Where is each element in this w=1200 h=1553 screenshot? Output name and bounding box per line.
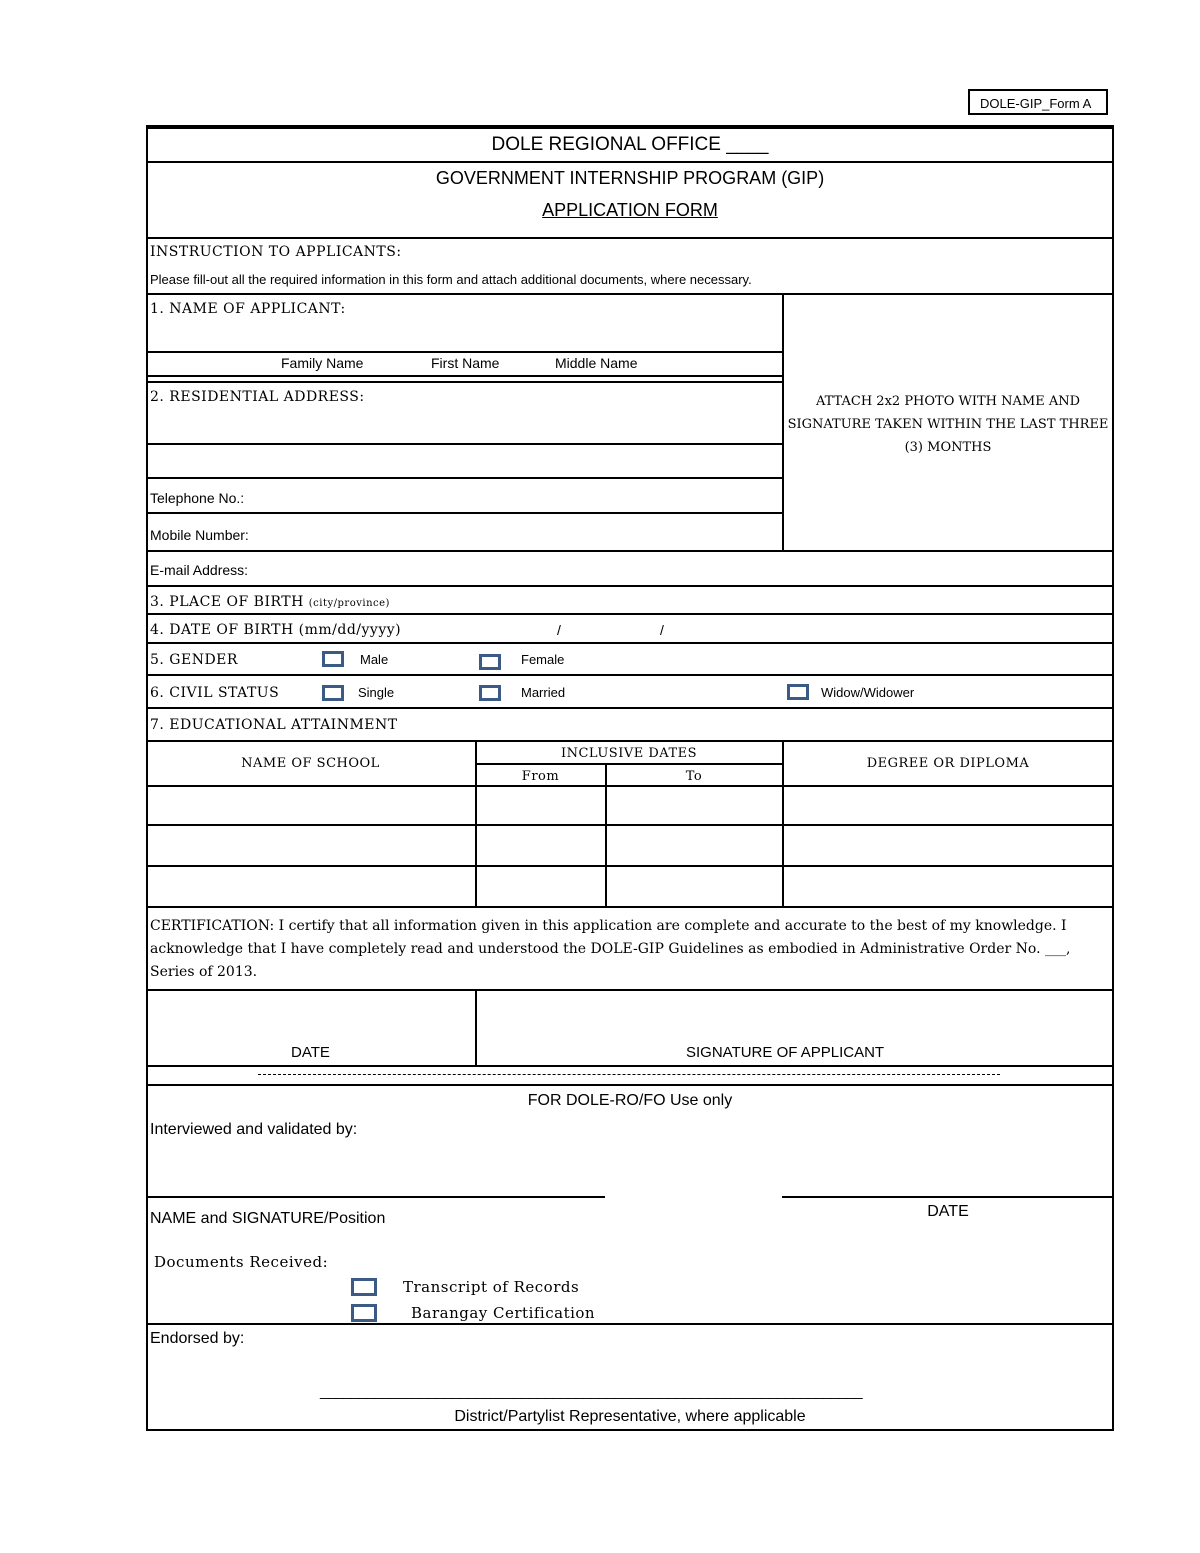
office-title: DOLE REGIONAL OFFICE ____ xyxy=(491,134,769,155)
rule xyxy=(146,1084,1114,1086)
email-label: E-mail Address: xyxy=(150,562,249,578)
to-column-header: To xyxy=(685,769,703,784)
date-caption: DATE xyxy=(291,1044,330,1061)
office-use-heading: FOR DOLE-RO/FO Use only xyxy=(527,1092,733,1109)
date-line xyxy=(782,1196,1114,1198)
photo-instruction-3: (3) MONTHS xyxy=(904,440,992,455)
telephone-label: Telephone No.: xyxy=(150,490,245,506)
school-column-header: NAME OF SCHOOL xyxy=(241,756,380,771)
rule xyxy=(146,550,1114,552)
degree-column-header: DEGREE OR DIPLOMA xyxy=(866,756,1030,771)
certification-line-2: acknowledge that I have completely read and understood the DOLE-GIP Guidelines as embodied in Administrative Order No. ___, xyxy=(150,941,1071,957)
birth-place-label-text: 3. PLACE OF BIRTH xyxy=(150,594,304,610)
family-name-caption: Family Name xyxy=(281,355,364,371)
signature-divider xyxy=(475,990,477,1066)
transcript-label: Transcript of Records xyxy=(403,1278,580,1296)
gender-label: 5. GENDER xyxy=(150,652,238,668)
rule xyxy=(146,613,1114,615)
middle-name-caption: Middle Name xyxy=(555,355,638,371)
table-row xyxy=(146,785,1114,787)
instructions-text: Please fill-out all the required information in this form and attach additional documents, where necessary. xyxy=(150,272,752,287)
barangay-checkbox[interactable] xyxy=(351,1304,377,1322)
transcript-checkbox[interactable] xyxy=(351,1278,377,1296)
address-line-2 xyxy=(146,477,783,479)
signature-caption: SIGNATURE OF APPLICANT xyxy=(686,1044,885,1061)
rule xyxy=(146,1323,1114,1325)
rule xyxy=(146,585,1114,587)
married-option-label: Married xyxy=(521,685,566,700)
date-separator-2: / xyxy=(660,622,664,638)
table-row xyxy=(146,865,1114,867)
single-option-label: Single xyxy=(358,685,395,700)
rule xyxy=(146,642,1114,644)
instructions-heading: INSTRUCTION TO APPLICANTS: xyxy=(150,244,402,260)
education-label: 7. EDUCATIONAL ATTAINMENT xyxy=(150,717,398,733)
cut-line xyxy=(258,1074,1000,1075)
rule xyxy=(146,237,1114,239)
table-row xyxy=(146,824,1114,826)
male-checkbox[interactable] xyxy=(322,651,344,667)
representative-signature-line: ______________________________________________________________________ xyxy=(320,1383,862,1400)
civil-status-label: 6. CIVIL STATUS xyxy=(150,685,280,701)
rule xyxy=(146,161,1114,163)
documents-received-label: Documents Received: xyxy=(154,1253,329,1271)
name-line xyxy=(146,351,783,353)
form-code: DOLE-GIP_Form A xyxy=(980,96,1092,111)
single-checkbox[interactable] xyxy=(322,685,344,701)
rule xyxy=(146,989,1114,991)
first-name-caption: First Name xyxy=(431,355,500,371)
rule xyxy=(146,381,783,383)
photo-instruction-2: SIGNATURE TAKEN WITHIN THE LAST THREE xyxy=(787,417,1109,432)
rule xyxy=(146,740,1114,742)
rule xyxy=(146,707,1114,709)
address-line-1 xyxy=(146,443,783,445)
office-date-caption: DATE xyxy=(927,1203,969,1220)
from-column-header: From xyxy=(521,769,560,784)
dates-column-header: INCLUSIVE DATES xyxy=(560,746,698,761)
program-title: GOVERNMENT INTERNSHIP PROGRAM (GIP) xyxy=(435,168,825,188)
rule xyxy=(146,1065,1114,1067)
certification-line-3: Series of 2013. xyxy=(150,964,258,980)
photo-instruction-1: ATTACH 2x2 PHOTO WITH NAME AND xyxy=(815,394,1081,409)
widow-option-label: Widow/Widower xyxy=(821,685,915,700)
certification-line-1: CERTIFICATION: I certify that all information given in this application are complete and accurate to the best of my knowledge. I xyxy=(150,918,1067,934)
name-label: 1. NAME OF APPLICANT: xyxy=(150,301,346,317)
date-separator-1: / xyxy=(557,622,561,638)
male-option-label: Male xyxy=(360,652,389,667)
rule xyxy=(146,674,1114,676)
mobile-label: Mobile Number: xyxy=(150,527,249,543)
rule xyxy=(146,293,1114,295)
female-option-label: Female xyxy=(521,652,565,667)
rule xyxy=(146,375,783,377)
rule xyxy=(476,763,783,765)
form-title: APPLICATION FORM xyxy=(542,200,718,220)
endorsed-label: Endorsed by: xyxy=(150,1330,245,1347)
married-checkbox[interactable] xyxy=(479,685,501,701)
rule xyxy=(146,512,783,514)
birth-date-label: 4. DATE OF BIRTH (mm/dd/yyyy) xyxy=(150,622,402,638)
rule xyxy=(146,906,1114,908)
widow-checkbox[interactable] xyxy=(787,684,809,700)
name-signature-caption: NAME and SIGNATURE/Position xyxy=(150,1210,386,1227)
representative-caption: District/Partylist Representative, where applicable xyxy=(454,1408,806,1425)
address-label: 2. RESIDENTIAL ADDRESS: xyxy=(150,389,365,405)
rule xyxy=(146,126,1114,129)
birth-place-label xyxy=(150,595,390,609)
interviewed-label: Interviewed and validated by: xyxy=(150,1121,358,1138)
barangay-label: Barangay Certification xyxy=(411,1304,596,1322)
name-signature-line xyxy=(146,1196,605,1198)
birth-place-hint: (city/province) xyxy=(308,598,390,609)
female-checkbox[interactable] xyxy=(479,654,501,670)
